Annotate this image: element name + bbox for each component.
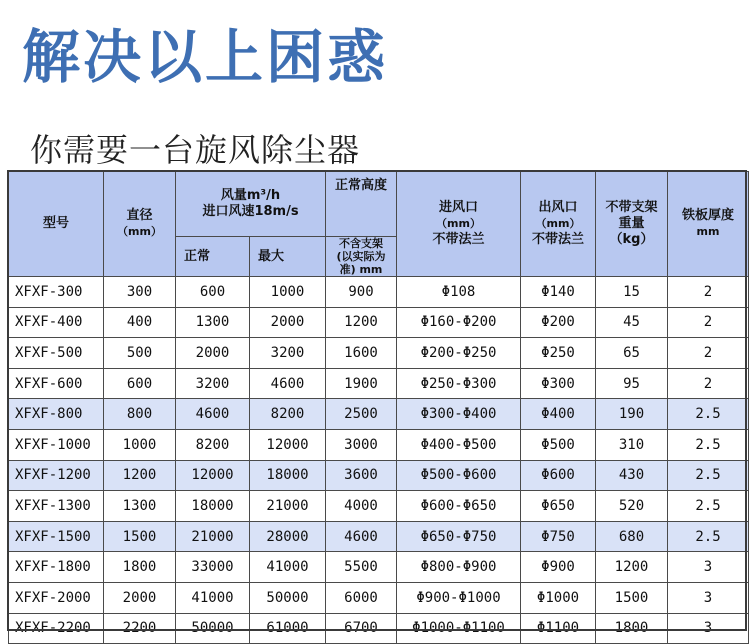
- cell-inlet: Φ300-Φ400: [397, 399, 521, 430]
- header-model: 型号: [9, 172, 104, 277]
- cell-normal: 12000: [176, 460, 250, 491]
- cell-normal: 3200: [176, 368, 250, 399]
- header-height-note: 不含支架 (以实际为 准) mm: [326, 237, 397, 277]
- cell-max: 8200: [250, 399, 326, 430]
- cell-inlet: Φ160-Φ200: [397, 307, 521, 338]
- cell-model: XFXF-400: [9, 307, 104, 338]
- cell-max: 50000: [250, 582, 326, 613]
- cell-model: XFXF-1500: [9, 521, 104, 552]
- cell-outlet: Φ200: [521, 307, 596, 338]
- cell-height: 5500: [326, 552, 397, 583]
- cell-height: 6000: [326, 582, 397, 613]
- cell-max: 3200: [250, 338, 326, 369]
- cell-height: 1600: [326, 338, 397, 369]
- cell-diameter: 2200: [104, 613, 176, 644]
- table-row: [9, 338, 749, 369]
- spec-table: [8, 171, 749, 644]
- cell-inlet: Φ250-Φ300: [397, 368, 521, 399]
- cell-outlet: Φ1000: [521, 582, 596, 613]
- cell-inlet: Φ800-Φ900: [397, 552, 521, 583]
- cell-diameter: 800: [104, 399, 176, 430]
- cell-diameter: 2000: [104, 582, 176, 613]
- cell-thickness: 2: [668, 338, 749, 369]
- cell-height: 1200: [326, 307, 397, 338]
- cell-inlet: Φ500-Φ600: [397, 460, 521, 491]
- cell-weight: 1800: [596, 613, 668, 644]
- cell-outlet: Φ250: [521, 338, 596, 369]
- cell-outlet: Φ750: [521, 521, 596, 552]
- table-row: [9, 582, 749, 613]
- table-row: [9, 277, 749, 308]
- cell-height: 4600: [326, 521, 397, 552]
- header-diameter: 直径 （mm）: [104, 172, 176, 277]
- cell-model: XFXF-300: [9, 277, 104, 308]
- cell-model: XFXF-1300: [9, 491, 104, 522]
- cell-weight: 430: [596, 460, 668, 491]
- cell-normal: 8200: [176, 429, 250, 460]
- cell-normal: 2000: [176, 338, 250, 369]
- table-row: [9, 307, 749, 338]
- cell-weight: 680: [596, 521, 668, 552]
- cell-model: XFXF-1200: [9, 460, 104, 491]
- cell-thickness: 2.5: [668, 429, 749, 460]
- table-row: [9, 399, 749, 430]
- cell-normal: 21000: [176, 521, 250, 552]
- cell-normal: 33000: [176, 552, 250, 583]
- cell-thickness: 2.5: [668, 491, 749, 522]
- cell-height: 1900: [326, 368, 397, 399]
- cell-model: XFXF-800: [9, 399, 104, 430]
- cell-outlet: Φ900: [521, 552, 596, 583]
- cell-outlet: Φ600: [521, 460, 596, 491]
- cell-weight: 1500: [596, 582, 668, 613]
- cell-diameter: 1500: [104, 521, 176, 552]
- cell-thickness: 3: [668, 552, 749, 583]
- cell-diameter: 1200: [104, 460, 176, 491]
- cell-max: 61000: [250, 613, 326, 644]
- cell-diameter: 1800: [104, 552, 176, 583]
- cell-max: 2000: [250, 307, 326, 338]
- cell-height: 4000: [326, 491, 397, 522]
- cell-max: 28000: [250, 521, 326, 552]
- cell-model: XFXF-1000: [9, 429, 104, 460]
- cell-model: XFXF-600: [9, 368, 104, 399]
- cell-weight: 190: [596, 399, 668, 430]
- cell-height: 2500: [326, 399, 397, 430]
- cell-model: XFXF-2200: [9, 613, 104, 644]
- table-row: [9, 521, 749, 552]
- cell-normal: 4600: [176, 399, 250, 430]
- cell-weight: 65: [596, 338, 668, 369]
- cell-thickness: 3: [668, 613, 749, 644]
- cell-inlet: Φ400-Φ500: [397, 429, 521, 460]
- cell-height: 3000: [326, 429, 397, 460]
- header-airflow-normal: 正常: [176, 237, 250, 277]
- cell-diameter: 400: [104, 307, 176, 338]
- table-row: [9, 368, 749, 399]
- table-row: [9, 552, 749, 583]
- cell-model: XFXF-500: [9, 338, 104, 369]
- cell-thickness: 2.5: [668, 460, 749, 491]
- cell-inlet: Φ650-Φ750: [397, 521, 521, 552]
- cell-max: 12000: [250, 429, 326, 460]
- cell-weight: 95: [596, 368, 668, 399]
- cell-weight: 1200: [596, 552, 668, 583]
- cell-outlet: Φ300: [521, 368, 596, 399]
- header-inlet: 进风口 （mm） 不带法兰: [397, 172, 521, 277]
- cell-max: 4600: [250, 368, 326, 399]
- cell-thickness: 2: [668, 277, 749, 308]
- cell-weight: 520: [596, 491, 668, 522]
- table-row: [9, 429, 749, 460]
- cell-diameter: 300: [104, 277, 176, 308]
- cell-thickness: 2.5: [668, 521, 749, 552]
- cell-outlet: Φ400: [521, 399, 596, 430]
- cell-diameter: 1300: [104, 491, 176, 522]
- table-row: [9, 460, 749, 491]
- cell-normal: 600: [176, 277, 250, 308]
- cell-outlet: Φ1100: [521, 613, 596, 644]
- cell-diameter: 500: [104, 338, 176, 369]
- cell-inlet: Φ200-Φ250: [397, 338, 521, 369]
- cell-thickness: 2: [668, 368, 749, 399]
- page-subtitle: 你需要一台旋风除尘器: [30, 131, 361, 169]
- cell-weight: 45: [596, 307, 668, 338]
- cell-height: 6700: [326, 613, 397, 644]
- cell-max: 21000: [250, 491, 326, 522]
- cell-weight: 15: [596, 277, 668, 308]
- cell-model: XFXF-1800: [9, 552, 104, 583]
- cell-outlet: Φ140: [521, 277, 596, 308]
- table-row: [9, 613, 749, 644]
- cell-outlet: Φ650: [521, 491, 596, 522]
- cell-normal: 50000: [176, 613, 250, 644]
- cell-diameter: 1000: [104, 429, 176, 460]
- header-weight: 不带支架 重量 （kg）: [596, 172, 668, 277]
- cell-thickness: 2: [668, 307, 749, 338]
- cell-height: 900: [326, 277, 397, 308]
- cell-max: 41000: [250, 552, 326, 583]
- page-title: 解决以上困惑: [22, 23, 389, 91]
- cell-max: 18000: [250, 460, 326, 491]
- cell-inlet: Φ1000-Φ1100: [397, 613, 521, 644]
- cell-weight: 310: [596, 429, 668, 460]
- spec-table-body: [9, 277, 749, 644]
- cell-diameter: 600: [104, 368, 176, 399]
- cell-normal: 41000: [176, 582, 250, 613]
- cell-max: 1000: [250, 277, 326, 308]
- header-airflow: 风量m³/h 进口风速18m/s: [176, 172, 326, 237]
- cell-thickness: 3: [668, 582, 749, 613]
- cell-inlet: Φ900-Φ1000: [397, 582, 521, 613]
- table-row: [9, 491, 749, 522]
- cell-normal: 1300: [176, 307, 250, 338]
- cell-outlet: Φ500: [521, 429, 596, 460]
- cell-normal: 18000: [176, 491, 250, 522]
- header-height: 正常高度: [326, 172, 397, 237]
- cell-inlet: Φ108: [397, 277, 521, 308]
- cell-model: XFXF-2000: [9, 582, 104, 613]
- cell-thickness: 2.5: [668, 399, 749, 430]
- cell-height: 3600: [326, 460, 397, 491]
- header-airflow-max: 最大: [250, 237, 326, 277]
- header-thickness: 铁板厚度 mm: [668, 172, 749, 277]
- cell-inlet: Φ600-Φ650: [397, 491, 521, 522]
- header-outlet: 出风口 （mm） 不带法兰: [521, 172, 596, 277]
